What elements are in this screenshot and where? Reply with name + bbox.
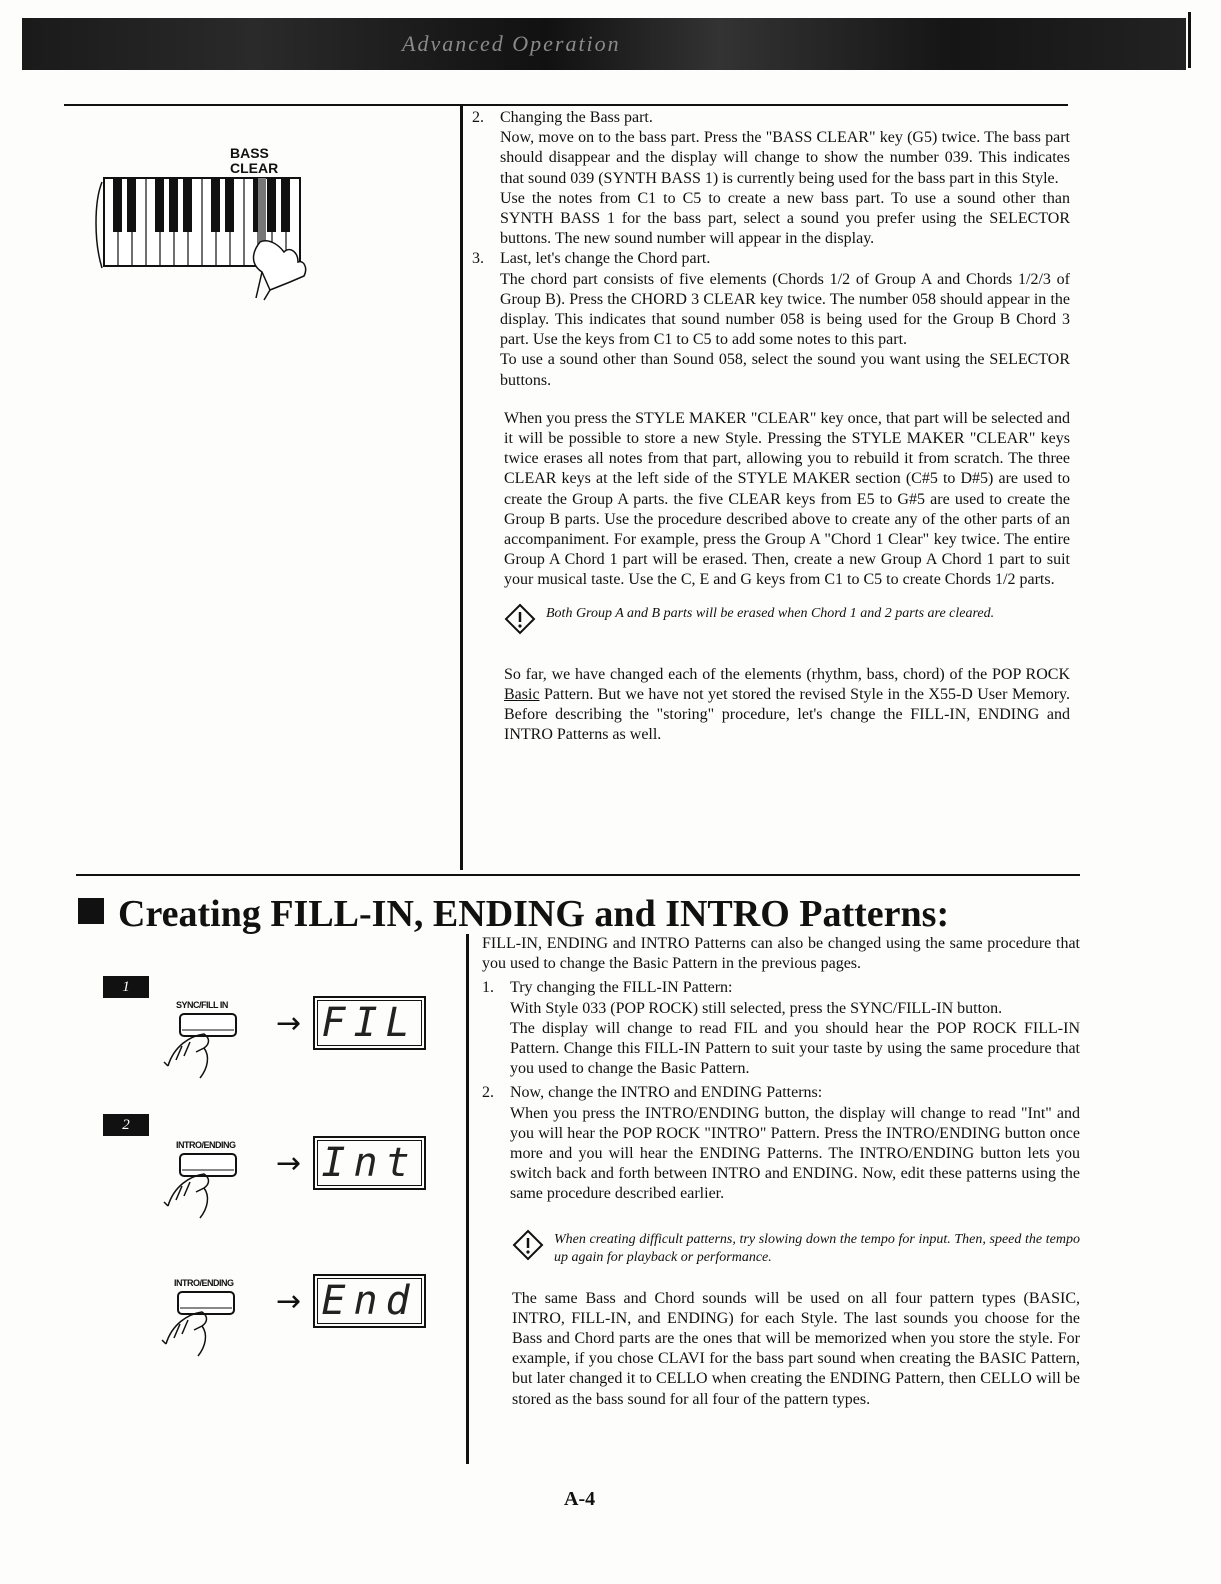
top-column-divider (460, 104, 463, 870)
caution-icon (504, 603, 536, 635)
intro-ending-step-title: Now, change the INTRO and ENDING Patterns: (510, 1084, 823, 1102)
section-rule (76, 874, 1080, 876)
so-far-paragraph (504, 665, 1070, 746)
press-button-illustration-3 (158, 1290, 248, 1360)
intro-ending-step (482, 1083, 1080, 1204)
step-1-badge: 1 (103, 976, 149, 998)
fill-in-step-para1: With Style 033 (POP ROCK) still selected, press the SYNC/FILL-IN button. (510, 999, 1003, 1017)
header-banner (22, 18, 1186, 70)
intro-ending-step-number: 2. (482, 1084, 494, 1102)
section-heading (78, 892, 949, 936)
section-intro: FILL-IN, ENDING and INTRO Patterns can also be changed using the same procedure that you used to change the Basic Pattern in the previous pages. (482, 935, 1080, 973)
chord-step-title: Last, let's change the Chord part. (500, 250, 711, 268)
press-button-illustration-2 (160, 1152, 250, 1222)
keyboard-illustration (92, 172, 312, 302)
bottom-column-divider (466, 934, 469, 1464)
chord-step-number: 3. (472, 250, 484, 268)
note-chord-clear-text: Both Group A and B parts will be erased when Chord 1 and 2 parts are cleared. (546, 605, 995, 621)
so-far-text-a: So far, we have changed each of the elements (rhythm, bass, chord) of the POP ROCK (504, 665, 1070, 683)
bass-step-para1: Now, move on to the bass part. Press the "BASS CLEAR" key (G5) twice. The bass part should disappear and the display will change to show the number 039. This indicates that sound 039 (SYNTH BASS 1) is currently being used for the bass part in this Style. (500, 129, 1070, 187)
top-rule (64, 104, 1068, 106)
arrow-1: → (276, 1006, 302, 1041)
bass-step-para2: Use the notes from C1 to C5 to create a new bass part. To use a sound other than SYNTH BASS 1 for the bass part, select a sound you prefer using the SELECTOR buttons. The new sound number will appear in the display. (500, 189, 1070, 248)
bass-step (472, 108, 1070, 249)
bass-step-number: 2. (472, 109, 484, 126)
note-tempo (512, 1231, 1080, 1267)
fill-in-step-number: 1. (482, 979, 494, 997)
fill-in-step (482, 978, 1080, 1079)
caution-icon (512, 1229, 544, 1261)
header-banner-text: Advanced Operation (402, 31, 621, 56)
note-tempo-text: When creating difficult patterns, try slowing down the tempo for input. Then, speed the tempo up again for playback or performance. (554, 1231, 1080, 1265)
fill-in-step-title: Try changing the FILL-IN Pattern: (510, 979, 733, 997)
bass-clear-label-line2: CLEAR (230, 160, 279, 176)
intro-ending-step-para1: When you press the INTRO/ENDING button, the display will change to read "Int" and you will hear the POP ROCK "INTRO" Pattern. Press the INTRO/ENDING button once more and you will hear the ENDING Patterns. The INTRO/ENDING button lets you switch back and forth between INTRO and ENDING. Now, edit these patterns using the same procedure described earlier. (510, 1104, 1080, 1203)
chord-step-para2: To use a sound other than Sound 058, select the sound you want using the SELECTOR buttons. (500, 351, 1070, 389)
top-text-column (472, 108, 1070, 745)
display-fil: FIL (313, 996, 426, 1050)
heading-square-icon (78, 898, 104, 924)
display-end: End (313, 1274, 426, 1328)
bass-step-title: Changing the Bass part. (500, 109, 653, 126)
chord-step (472, 249, 1070, 390)
final-paragraph: The same Bass and Chord sounds will be used on all four pattern types (BASIC, INTRO, FILL-IN, and ENDING) for each Style. The last sounds you choose for the Bass and Chord parts are the ones that will be memorized when you store the style. For example, if you chose CLAVI for the bass part sound when creating the BASIC Pattern, but later changed it to CELLO when creating the ENDING Pattern, then CELLO will be stored as the bass sound for all four of the pattern types. (512, 1289, 1080, 1408)
display-int: Int (313, 1136, 426, 1190)
clear-keys-paragraph: When you press the STYLE MAKER "CLEAR" key once, that part will be selected and it will be possible to store a new Style. Pressing the STYLE MAKER "CLEAR" keys twice erases all notes from that part, allowing you to rebuild it from scratch. The three CLEAR keys at the left side of the STYLE MAKER section (C#5 to D#5) are used to create the Group A parts. the five CLEAR keys from E5 to G#5 are used to create the Group B parts. Use the procedure described above to create any of the other parts of an accompaniment. For example, press the Group A "Chord 1 Clear" key twice. The entire Group A Chord 1 part will be erased. Then, create a new Group A Chord 1 part to suit your musical taste. Use the C, E and G keys from C1 to C5 to create Chords 1/2 parts. (504, 409, 1070, 589)
press-button-illustration-1 (160, 1012, 250, 1082)
intro-ending-label-1: INTRO/ENDING (176, 1140, 236, 1150)
bottom-text-column (482, 934, 1080, 1410)
chord-step-para1: The chord part consists of five elements (Chords 1/2 of Group A and Chords 1/2/3 of Group B). Press the CHORD 3 CLEAR key twice. The number 058 should appear in the display. This indicates that sound number 058 is being used for the Group B Chord 3 part. Use the keys from C1 to C5 to add some notes to this part. (500, 270, 1070, 349)
step-2-badge: 2 (103, 1114, 149, 1136)
note-chord-clear (504, 605, 1070, 635)
so-far-text-b: Pattern. But we have not yet stored the revised Style in the X55-D User Memory. Before describing the "storing" procedure, let's change the FILL-IN, ENDING and INTRO Patterns as well. (504, 685, 1070, 744)
arrow-3: → (276, 1284, 302, 1319)
intro-ending-label-2: INTRO/ENDING (174, 1278, 234, 1288)
basic-underlined: Basic (504, 685, 540, 703)
fill-in-step-para2: The display will change to read FIL and you should hear the POP ROCK FILL-IN Pattern. Change this FILL-IN Pattern to suit your taste by using the same procedure that you used to change the Basic Pattern. (510, 1019, 1080, 1078)
arrow-2: → (276, 1146, 302, 1181)
page-number: A-4 (564, 1488, 596, 1510)
section-heading-text: Creating FILL-IN, ENDING and INTRO Patterns: (118, 893, 950, 935)
bass-clear-label-line1: BASS (230, 145, 269, 161)
header-edge-mark (1188, 12, 1191, 68)
sync-fill-label: SYNC/FILL IN (176, 1000, 228, 1010)
